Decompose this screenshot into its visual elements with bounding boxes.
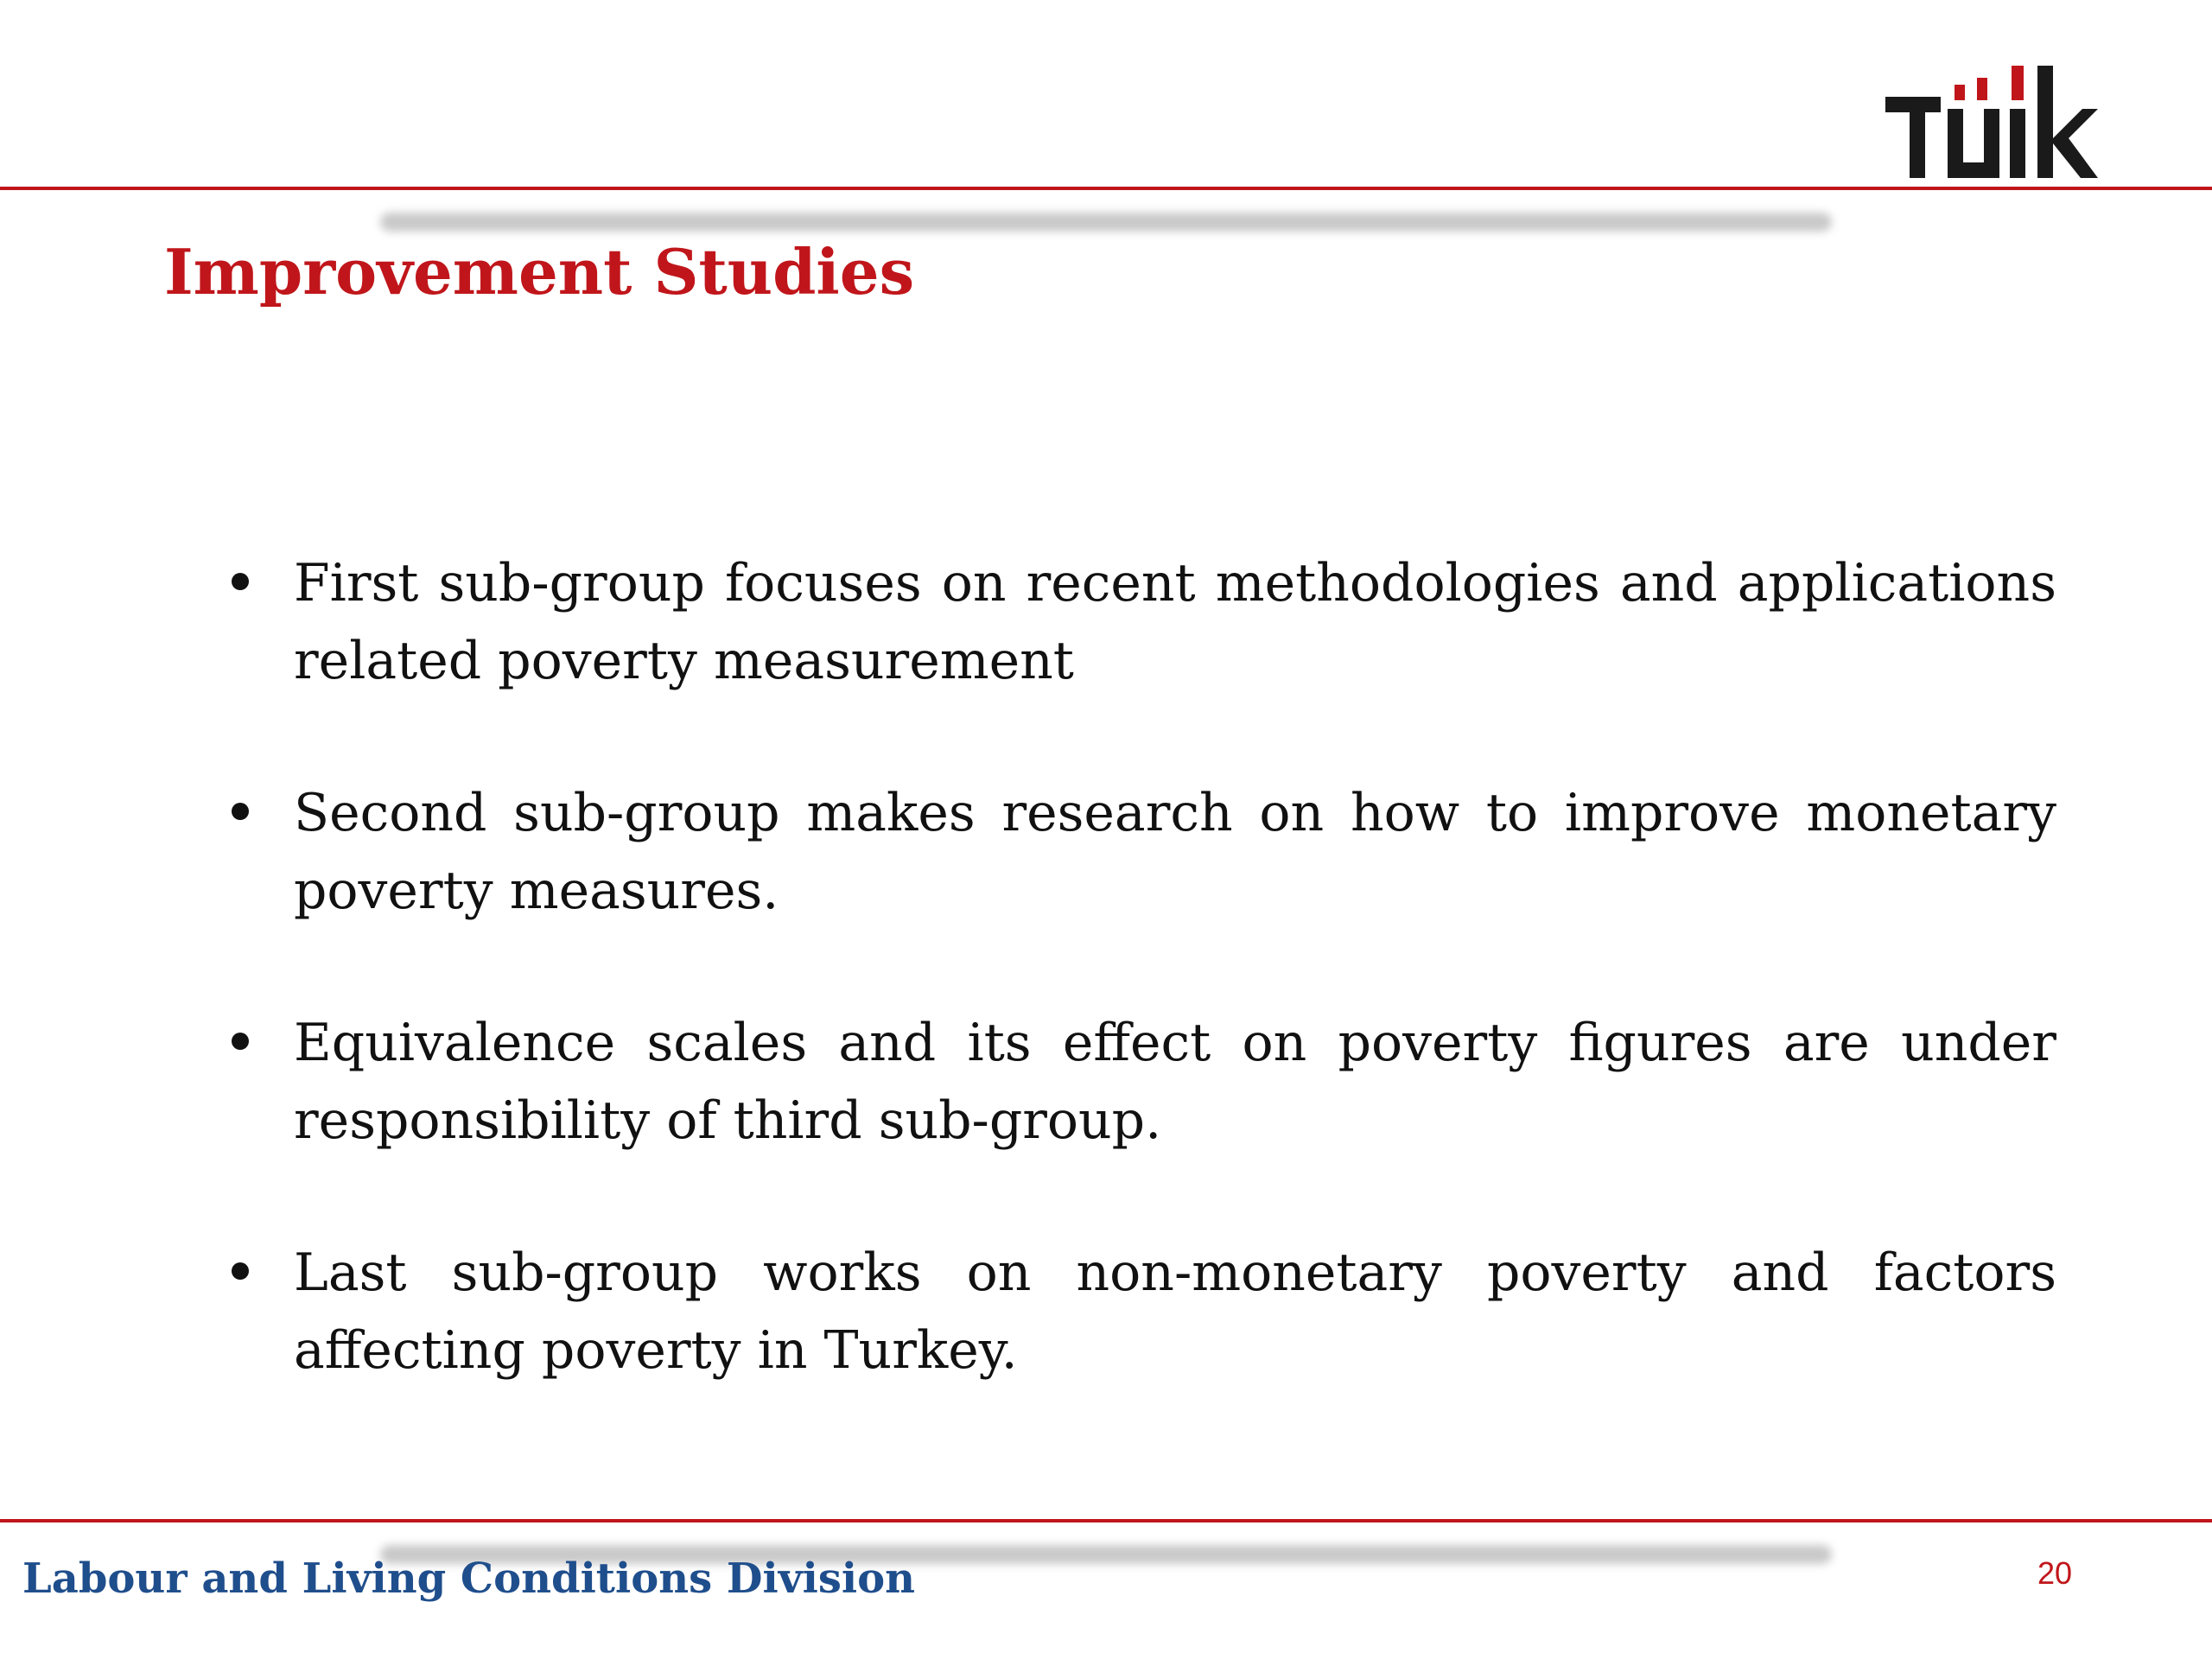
bullet-dot-icon xyxy=(232,573,249,590)
tuik-logo xyxy=(1884,59,2100,180)
bullet-text: Last sub-group works on non-monetary poverty and factors affecting poverty in Turkey. xyxy=(294,1243,2056,1381)
bullet-dot-icon xyxy=(232,1033,249,1050)
bullet-item xyxy=(225,544,2056,700)
bullet-text: First sub-group focuses on recent methodologies and applications related poverty measurement xyxy=(294,553,2056,691)
bullet-text: Second sub-group makes research on how to improve monetary poverty measures. xyxy=(294,783,2056,921)
bullet-dot-icon xyxy=(232,1262,249,1280)
bullet-item xyxy=(225,774,2056,930)
bullet-dot-icon xyxy=(232,803,249,820)
footer-divider xyxy=(0,1519,2212,1522)
slide-title: Improvement Studies xyxy=(164,235,915,308)
page-number: 20 xyxy=(2037,1555,2073,1591)
header-divider xyxy=(0,187,2212,190)
bullet-item xyxy=(225,1004,2056,1160)
bullet-text: Equivalence scales and its effect on poverty figures are under responsibility of third sub-group. xyxy=(294,1013,2056,1151)
bullet-item xyxy=(225,1234,2056,1389)
header-shadow-bar xyxy=(380,213,1832,232)
footer-division-label: Labour and Living Conditions Division xyxy=(22,1554,916,1603)
bullet-list xyxy=(225,544,2056,1464)
